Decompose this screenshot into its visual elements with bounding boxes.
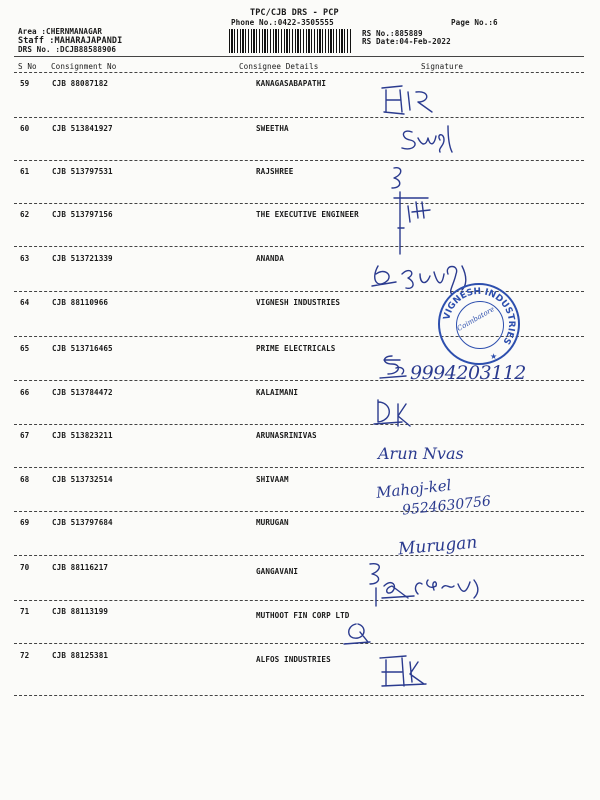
row-divider: [14, 467, 584, 468]
column-divider: [14, 72, 584, 73]
row-sno: 66: [20, 388, 30, 397]
table-row: [0, 518, 600, 558]
row-consignee: RAJSHREE: [256, 167, 294, 176]
row-sno: 68: [20, 475, 30, 484]
row-divider: [14, 203, 584, 204]
row-consignee: KALAIMANI: [256, 388, 299, 397]
row-consignee: SHIVAAM: [256, 475, 289, 484]
row-sno: 61: [20, 167, 30, 176]
row-divider: [14, 160, 584, 161]
handwritten-name: Arun Nvas: [378, 444, 464, 463]
table-row: [0, 388, 600, 428]
row-sno: 65: [20, 344, 30, 353]
header-divider: [14, 56, 584, 57]
signature-scribble: [372, 162, 452, 258]
row-consignee: ARUNASRINIVAS: [256, 431, 317, 440]
staff-label: Staff :MAHARAJAPANDI: [18, 36, 123, 46]
signature-scribble: [340, 618, 380, 648]
svg-text:★: ★: [490, 352, 498, 361]
row-sno: 63: [20, 254, 30, 263]
table-row: [0, 124, 600, 164]
row-consignment: CJB 513721339: [52, 254, 113, 263]
table-row: [0, 210, 600, 250]
signature-scribble: [380, 84, 440, 118]
table-row: [0, 651, 600, 691]
signature-scribble: [378, 652, 444, 692]
row-consignee: PRIME ELECTRICALS: [256, 344, 336, 353]
row-consignee: GANGAVANI: [256, 567, 299, 576]
row-consignment: CJB 513797156: [52, 210, 113, 219]
row-consignee: ALFOS INDUSTRIES: [256, 655, 331, 664]
row-consignee: ANANDA: [256, 254, 285, 263]
row-consignment: CJB 88125381: [52, 651, 109, 660]
signature-scribble: [398, 122, 456, 158]
stamp-company-name: VIGNESH INDUSTRIES: [442, 286, 517, 346]
table-row: [0, 607, 600, 647]
column-header-sno: S No: [18, 62, 37, 71]
row-consignment: CJB 88087182: [52, 79, 109, 88]
row-divider: [14, 555, 584, 556]
row-consignment: CJB 513823211: [52, 431, 113, 440]
row-sno: 60: [20, 124, 30, 133]
row-divider: [14, 424, 584, 425]
row-sno: 71: [20, 607, 30, 616]
table-row: [0, 431, 600, 471]
stamp-city: Coimbatore: [455, 305, 496, 333]
row-divider: [14, 643, 584, 644]
signature-scribble: [376, 352, 412, 382]
row-consignee: SWEETHA: [256, 124, 289, 133]
row-consignment: CJB 513841927: [52, 124, 113, 133]
row-sno: 67: [20, 431, 30, 440]
row-consignee: KANAGASABAPATHI: [256, 79, 327, 88]
handwritten-phone: 9994203112: [410, 362, 526, 384]
table-row: [0, 475, 600, 515]
row-sno: 62: [20, 210, 30, 219]
row-consignment: CJB 513716465: [52, 344, 113, 353]
row-consignee: MUTHOOT FIN CORP LTD: [256, 611, 350, 620]
row-consignee: VIGNESH INDUSTRIES: [256, 298, 341, 307]
row-consignment: CJB 513797531: [52, 167, 113, 176]
row-divider: [14, 695, 584, 696]
rs-number: RS No.:885889: [362, 29, 423, 38]
document-title: TPC/CJB DRS - PCP: [250, 8, 339, 18]
page-number: Page No.:6: [451, 18, 498, 27]
column-header-consignment: Consignment No: [51, 62, 117, 71]
row-consignment: CJB 88116217: [52, 563, 109, 572]
handwritten-phone: 9524630756: [401, 493, 492, 519]
company-stamp: [438, 283, 520, 365]
row-sno: 70: [20, 563, 30, 572]
row-consignment: CJB 513784472: [52, 388, 113, 397]
barcode: [229, 29, 352, 53]
area-label: Area :CHERNMANAGAR: [18, 27, 103, 36]
drs-number: DRS No. :DCJB88588906: [18, 45, 117, 54]
row-divider: [14, 117, 584, 118]
row-consignment: CJB 88113199: [52, 607, 109, 616]
row-consignment: CJB 513732514: [52, 475, 113, 484]
stamp-inner-circle: [456, 301, 504, 349]
row-sno: 69: [20, 518, 30, 527]
row-divider: [14, 246, 584, 247]
handwritten-name: Murugan: [397, 532, 479, 560]
rs-date: RS Date:04-Feb-2022: [362, 37, 451, 46]
row-sno: 59: [20, 79, 30, 88]
phone-number: Phone No.:0422-3505555: [231, 18, 334, 27]
row-sno: 72: [20, 651, 30, 660]
row-consignment: CJB 513797684: [52, 518, 113, 527]
row-divider: [14, 511, 584, 512]
column-header-signature: Signature: [421, 62, 464, 71]
column-header-consignee: Consignee Details: [239, 62, 319, 71]
table-row: [0, 167, 600, 207]
row-consignee: THE EXECUTIVE ENGINEER: [256, 210, 359, 219]
handwritten-name: Mahoj-kel: [375, 476, 453, 502]
signature-scribble: [372, 396, 432, 430]
row-sno: 64: [20, 298, 30, 307]
table-row: [0, 79, 600, 119]
row-consignee: MURUGAN: [256, 518, 289, 527]
signature-scribble: [362, 560, 522, 610]
row-consignment: CJB 88110966: [52, 298, 109, 307]
